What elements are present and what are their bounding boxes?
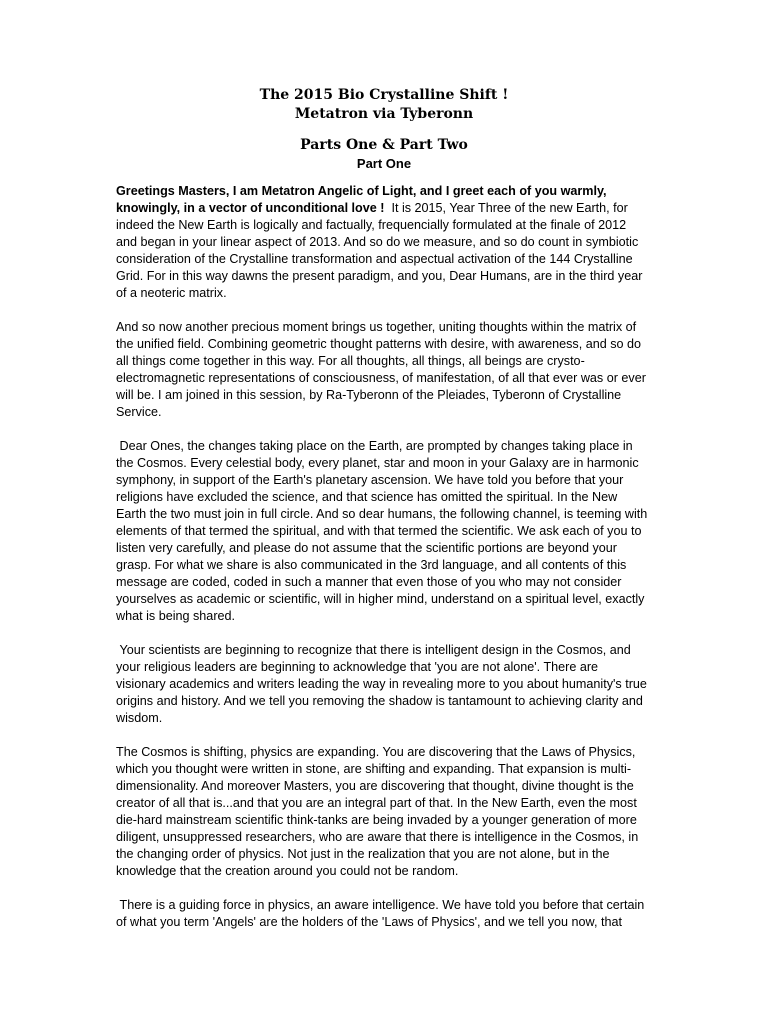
paragraph-2: And so now another precious moment brings us together, uniting thoughts within the matrix of the unified field. Combining geometric thought patterns with desire, with awareness, and so do all things come together in this way. For all thoughts, all things, all beings are crysto-electromagnetic representations of consciousness, of manifestation, of all that ever was or ever will be. I am joined in this session, by Ra-Tyberonn of the Pleiades, Tyberonn of Crystalline Service.: [116, 320, 650, 419]
document-body: [116, 183, 650, 948]
paragraph-3: Dear Ones, the changes taking place on the Earth, are prompted by changes taking place in the Cosmos. Every celestial body, every planet, star and moon in your Galaxy are in harmonic symphony, in support of the Earth's planetary ascension. We have told you before that your religions have excluded the science, and that science has omitted the spiritual. In the New Earth the two must join in full circle. And so dear humans, the following channel, is teeming with elements of that termed the spiritual, and with that termed the scientific. We ask each of you to listen very carefully, and please do not assume that the scientific portions are beyond your grasp. For what we share is also communicated in the 3rd language, and all contents of this message are coded, coded in such a manner that even those of you who may not consider yourselves as academic or scientific, will in higher mind, understand on a spiritual level, exactly what is being shared.: [116, 439, 651, 623]
part-heading: Part One: [356, 156, 412, 171]
document-title-block: [0, 86, 768, 124]
paragraph-6: There is a guiding force in physics, an aware intelligence. We have told you before that certain of what you term 'Angels' are the holders of the 'Laws of Physics', and we tell you now, that: [116, 898, 648, 929]
parts-heading: Parts One & Part Two: [300, 137, 468, 153]
parts-heading-block: [0, 136, 768, 172]
paragraph-4: Your scientists are beginning to recognize that there is intelligent design in the Cosmos, and your religious leaders are beginning to acknowledge that 'you are not alone'. There are visionary academics and writers leading the way in revealing more to you about humanity's true origins and history. And we tell you removing the shadow is tantamount to achieving clarity and wisdom.: [116, 643, 651, 725]
paragraph-text: It is 2015, Year Three of the new Earth, for indeed the New Earth is logically and factually, frequencially formulated at the finale of 2012 and began in your linear aspect of 2013. And so do we measure, and so do count in symbiotic consideration of the Crystalline transformation and aspectual activation of the 144 Crystalline Grid. For in this way dawns the present paradigm, and you, Dear Humans, are in the third year of a neoteric matrix.: [116, 201, 646, 300]
paragraph-lead: Greetings Masters, I am Metatron Angelic of Light, and I greet each of you warmly, knowingly, in a vector of unconditional love !: [116, 184, 611, 215]
document-title: The 2015 Bio Crystalline Shift !: [259, 87, 509, 103]
paragraph-1: [116, 183, 650, 302]
paragraph-5: The Cosmos is shifting, physics are expanding. You are discovering that the Laws of Physics, which you thought were written in stone, are shifting and expanding. That expansion is multi-dimensionality. And moreover Masters, you are discovering that thought, divine thought is the creator of all that is...and that you are an integral part of that. In the New Earth, even the most die-hard mainstream scientific think-tanks are being invaded by a younger generation of more diligent, unsuppressed researchers, who are aware that there is intelligence in the Cosmos, in the changing order of physics. Not just in the realization that you are not alone, but in the knowledge that the creation around you could not be random.: [116, 745, 642, 878]
document-subtitle: Metatron via Tyberonn: [294, 106, 474, 122]
